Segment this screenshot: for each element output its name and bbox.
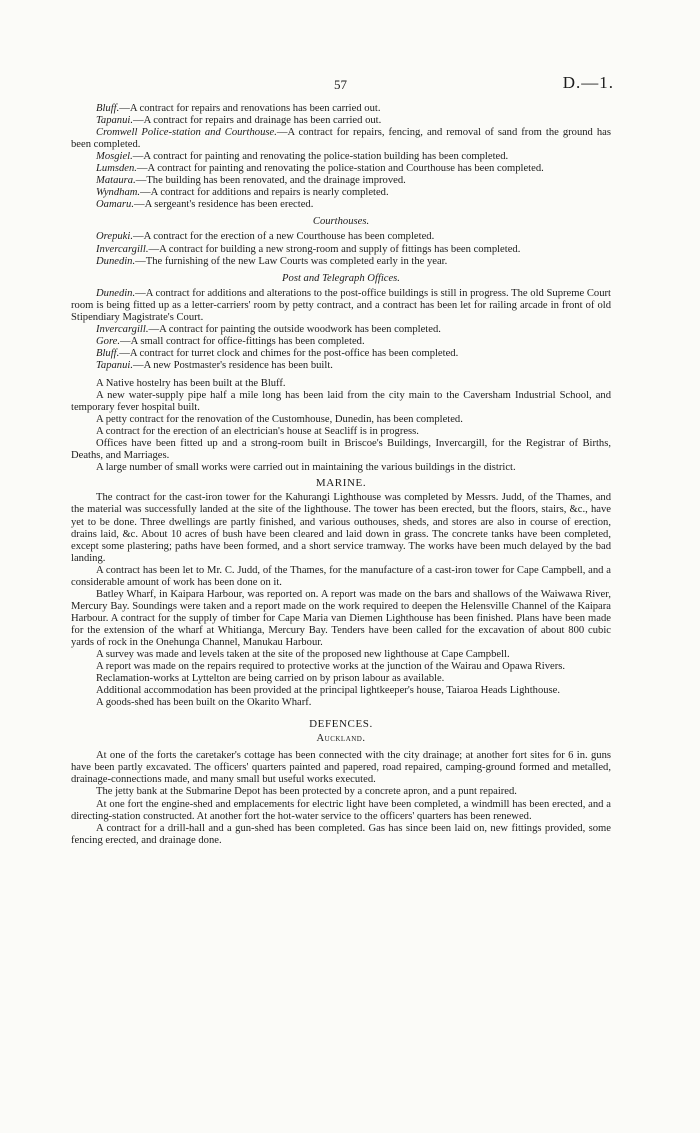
entry-text: —A contract for painting and renovating the police-station and Courthouse has been completed. — [136, 163, 544, 175]
entry-text: —The furnishing of the new Law Courts was completed early in the year. — [135, 255, 448, 267]
entry-text: —A contract for turret clock and chimes for the post-office has been completed. — [119, 347, 459, 359]
entry-paragraph — [71, 115, 611, 127]
entry-title: Wyndham. — [96, 187, 141, 199]
entry-title: Bluff. — [96, 347, 120, 359]
entry-title: Tapanui. — [96, 359, 133, 371]
entry-paragraph — [71, 336, 611, 348]
defences-subheading: Auckland. — [316, 733, 366, 745]
entry-text: —A contract for additions and repairs is nearly completed. — [140, 187, 389, 199]
paragraph: Reclamation-works at Lyttelton are being carried on by prison labour as available. — [96, 673, 445, 685]
entry-title: Tapanui. — [96, 115, 133, 127]
paragraph: Offices have been fitted up and a strong-room built in Briscoe's Buildings, Invercargill, for the Registrar of Births, Deaths, and Marriages. — [71, 438, 611, 462]
entry-paragraph — [71, 103, 611, 115]
entry-title: Orepuki. — [96, 231, 133, 243]
entry-title: Gore. — [96, 335, 121, 347]
paragraph: A survey was made and levels taken at the site of the proposed new lighthouse at Cape Campbell. — [96, 649, 510, 661]
entry-text: —A contract for repairs and renovations has been carried out. — [119, 103, 381, 114]
courthouses-heading: Courthouses. — [312, 216, 370, 228]
entry-text: —A contract for additions and alterations to the post-office buildings is still in progress. The old Supreme Court room is being fitted up as a letter-carriers' room by petty contract, and a contract has been let for railing arcade in front of old Stipendiary Magistrate's Court. — [71, 287, 611, 323]
entry-text: —A contract for repairs, fencing, and removal of sand from the ground has been completed. — [71, 127, 611, 151]
police-section — [71, 103, 611, 211]
page-body — [71, 103, 611, 847]
entry-title: Mataura. — [96, 175, 136, 187]
entry-paragraph — [71, 231, 611, 243]
entry-text: —A contract for building a new strong-room and supply of fittings has been completed. — [148, 243, 521, 255]
post-offices-heading: Post and Telegraph Offices. — [282, 272, 400, 284]
entry-paragraph — [71, 127, 611, 151]
entry-text: —A contract for painting the outside woodwork has been completed. — [148, 323, 441, 335]
marine-section — [71, 492, 611, 709]
entry-text: —A sergeant's residence has been erected. — [133, 199, 314, 211]
entry-paragraph — [71, 288, 611, 324]
entry-text: —A small contract for office-fittings has been completed. — [120, 335, 365, 347]
entry-paragraph — [71, 324, 611, 336]
entry-paragraph — [71, 199, 611, 211]
entry-title: Invercargill. — [96, 243, 149, 255]
paragraph: A contract has been let to Mr. C. Judd, of the Thames, for the manufacture of a cast-iron tower for Cape Campbell, and a considerable amount of work has been done on it. — [71, 564, 611, 588]
entry-text: —A new Postmaster's residence has been built. — [133, 359, 333, 371]
paragraph: A large number of small works were carried out in maintaining the various buildings in the district. — [96, 462, 516, 474]
paragraph: The contract for the cast-iron tower for the Kahurangi Lighthouse was completed by Messrs. Judd, of the Thames, and the material was successfully landed at the site of the lighthouse. The tower has been erected, but the floors, stairs, &c., have yet to be done. Three dwellings are partly finished, and various outhouses, sheds, and stores are also in course of erection, drains laid, &c. About 10 acres of bush have been cleared and laid down in grass. The concrete tanks have been completed, except some plastering; paths have been formed, and a short service tramway. The works have been much delayed by the bad landing. — [71, 492, 611, 564]
page-number: 57 — [334, 77, 347, 92]
paragraph: A Native hostelry has been built at the Bluff. — [96, 377, 286, 389]
entry-text: —A contract for repairs and drainage has been carried out. — [133, 115, 382, 127]
paragraph: Additional accommodation has been provided at the principal lightkeeper's house, Taiaroa Heads Lighthouse. — [96, 685, 561, 697]
entry-paragraph — [71, 244, 611, 256]
paragraph: A petty contract for the renovation of the Customhouse, Dunedin, has been completed. — [96, 414, 463, 426]
entry-title: Dunedin. — [96, 287, 136, 299]
entry-paragraph — [71, 360, 611, 372]
entry-paragraph — [71, 187, 611, 199]
entry-paragraph — [71, 163, 611, 175]
defences-heading: DEFENCES. — [309, 718, 373, 731]
entry-title: Cromwell Police-station and Courthouse. — [96, 127, 277, 139]
marine-heading: MARINE. — [315, 477, 367, 490]
entry-paragraph — [71, 151, 611, 163]
entry-title: Lumsden. — [96, 163, 137, 175]
document-reference: D.—1. — [562, 73, 614, 92]
paragraph: The jetty bank at the Submarine Depot has been protected by a concrete apron, and a punt repaired. — [96, 786, 517, 798]
entry-title: Invercargill. — [96, 323, 149, 335]
entry-text: —A contract for the erection of a new Courthouse has been completed. — [132, 231, 435, 243]
entry-title: Oamaru. — [96, 199, 134, 211]
entry-text: —A contract for painting and renovating the police-station building has been completed. — [132, 151, 509, 163]
entry-title: Bluff. — [96, 103, 120, 114]
courthouses-section — [71, 231, 611, 267]
paragraph: A contract for the erection of an electrician's house at Seacliff is in progress. — [96, 426, 419, 438]
entry-paragraph — [71, 175, 611, 187]
paragraph: A new water-supply pipe half a mile long has been laid from the city main to the Caversham Industrial School, and temporary fever hospital built. — [71, 390, 611, 414]
entry-text: —The building has been renovated, and the drainage improved. — [135, 175, 406, 187]
page-header — [0, 73, 700, 97]
paragraph: A goods-shed has been built on the Okarito Wharf. — [96, 697, 312, 709]
paragraph: At one fort the engine-shed and emplacements for electric light have been completed, a windmill has been erected, and a directing-station constructed. At another fort the hot-water service to the officers' quarters has been renewed. — [71, 798, 611, 822]
paragraph: At one of the forts the caretaker's cottage has been connected with the city drainage; at another fort sites for 6 in. guns have been partly excavated. The officers' quarters painted and papered, road repaired, camping-ground formed and metalled, drainage-connections made, and many small but useful works executed. — [71, 750, 611, 786]
misc-section — [71, 378, 611, 474]
entry-paragraph — [71, 256, 611, 268]
paragraph: A contract for a drill-hall and a gun-shed has been completed. Gas has since been laid on, new fittings provided, some fencing erected, and drainage done. — [71, 822, 611, 846]
post-offices-section — [71, 288, 611, 372]
entry-title: Mosgiel. — [96, 151, 133, 163]
defences-section — [71, 750, 611, 846]
entry-paragraph — [71, 348, 611, 360]
paragraph: Batley Wharf, in Kaipara Harbour, was reported on. A report was made on the bars and shallows of the Waiwawa River, Mercury Bay. Soundings were taken and a report made on the work required to deepen the Helensville Channel of the Kaipara Harbour. A contract for the supply of timber for Cape Maria van Diemen Lighthouse has been finished. Plans have been made for the extension of the wharf at Whitianga, Mercury Bay. Tenders have been called for the excavation of about 800 cubic yards of rock in the Onehunga Channel, Manukau Harbour. — [71, 588, 611, 648]
paragraph: A report was made on the repairs required to protective works at the junction of the Wairau and Opawa Rivers. — [96, 661, 566, 673]
entry-title: Dunedin. — [96, 255, 136, 267]
